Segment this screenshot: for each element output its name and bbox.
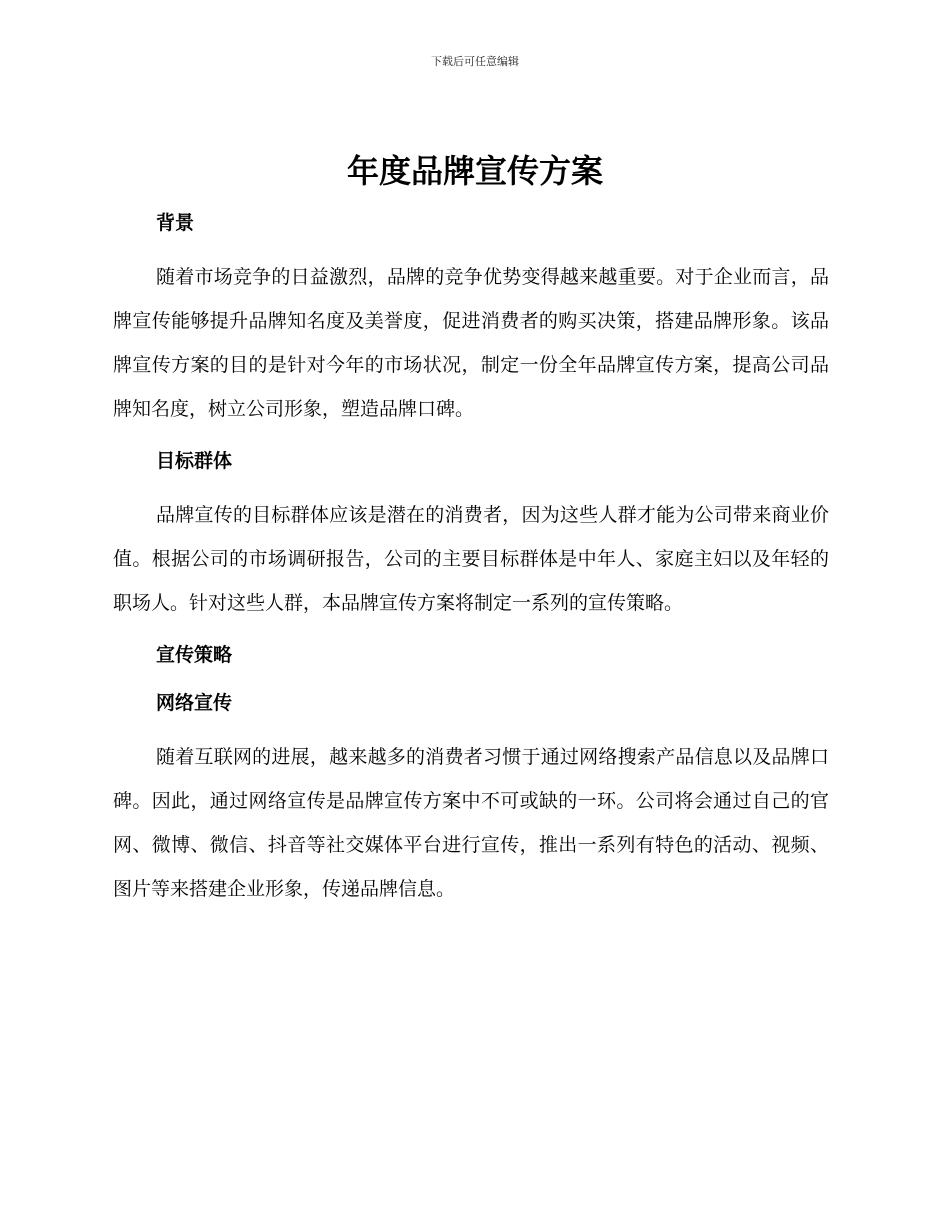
- section-paragraph-background: 随着市场竞争的日益激烈，品牌的竞争优势变得越来越重要。对于企业而言，品牌宣传能够提升品牌知名度及美誉度，促进消费者的购买决策，搭建品牌形象。该品牌宣传方案的目的是针对今年的市场状况，制定一份全年品牌宣传方案，提高公司品牌知名度，树立公司形象，塑造品牌口碑。: [113, 266, 829, 420]
- header-note: 下载后可任意编辑: [431, 55, 519, 68]
- section-heading-online-promotion: 网络宣传: [156, 692, 233, 714]
- section-heading-target-group: 目标群体: [156, 450, 233, 472]
- document-title: 年度品牌宣传方案: [346, 152, 603, 190]
- section-paragraph-target-group: 品牌宣传的目标群体应该是潜在的消费者，因为这些人群才能为公司带来商业价值。根据公司的市场调研报告，公司的主要目标群体是中年人、家庭主妇以及年轻的职场人。针对这些人群，本品牌宣传方案将制定一系列的宣传策略。: [113, 504, 829, 614]
- section-paragraph-online-promotion: 随着互联网的进展，越来越多的消费者习惯于通过网络搜索产品信息以及品牌口碑。因此，通过网络宣传是品牌宣传方案中不可或缺的一环。公司将会通过自己的官网、微博、微信、抖音等社交媒体平台进行宣传，推出一系列有特色的活动、视频、图片等来搭建企业形象，传递品牌信息。: [113, 746, 829, 900]
- section-heading-strategy: 宣传策略: [156, 644, 233, 666]
- section-heading-background: 背景: [156, 212, 195, 234]
- document-body: [113, 203, 829, 911]
